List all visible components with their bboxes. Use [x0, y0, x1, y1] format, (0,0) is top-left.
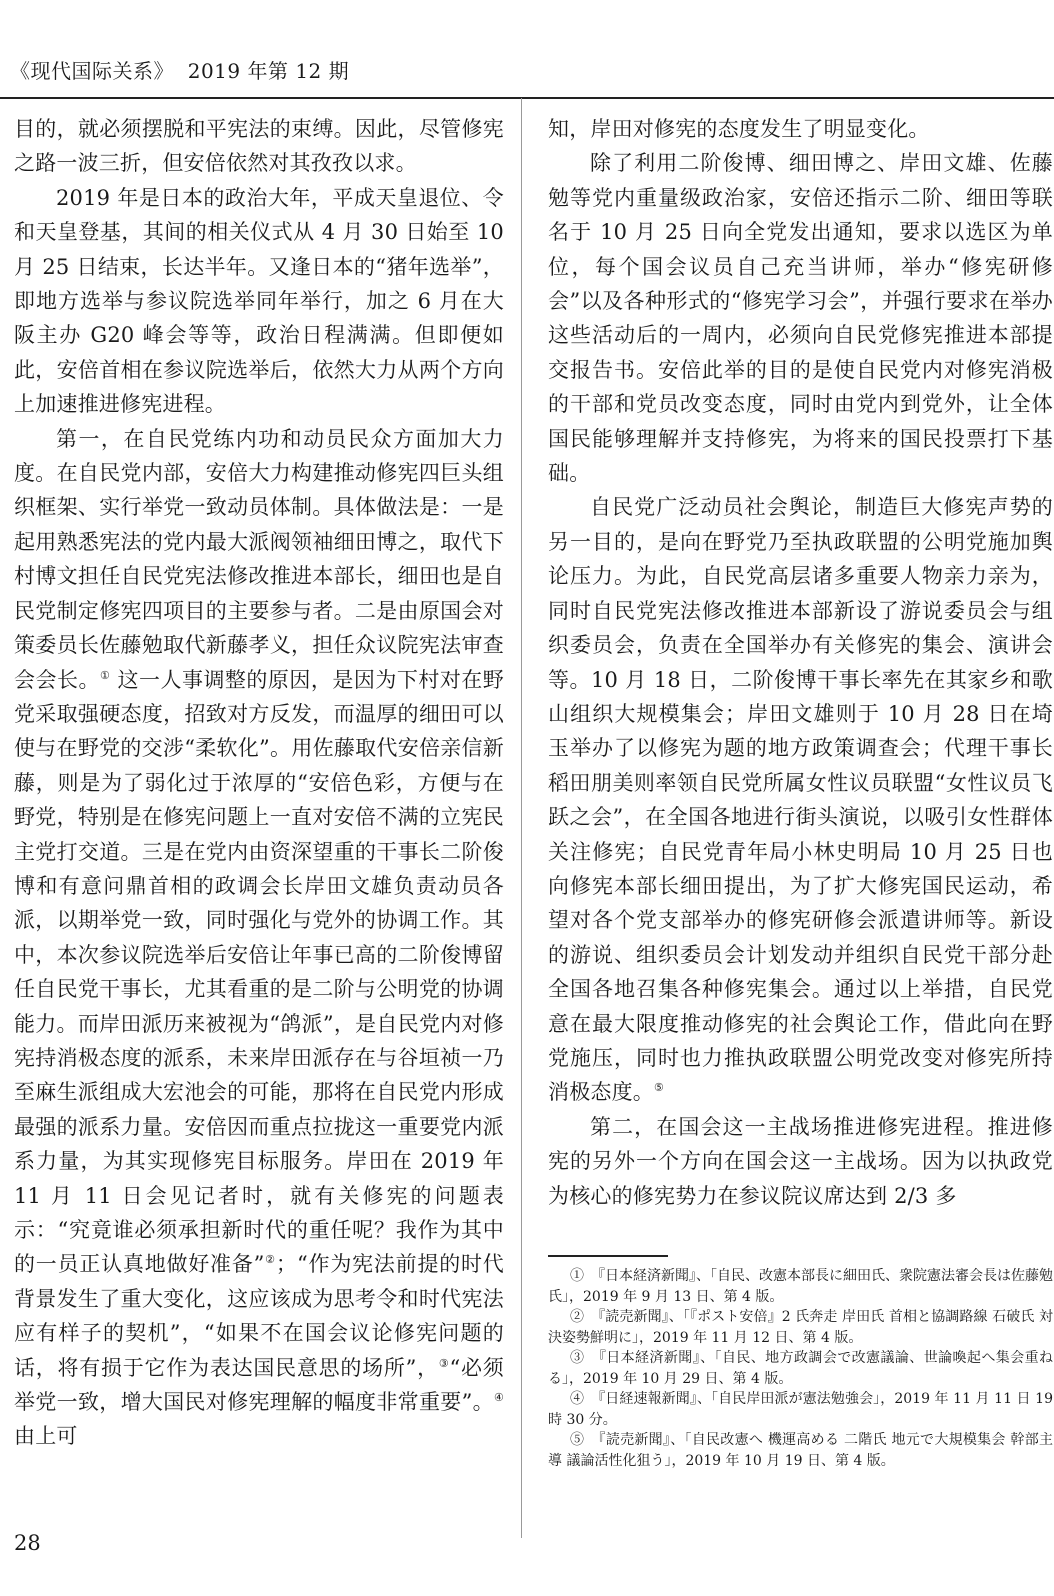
- left-paragraph-3-part-e: 由上可: [14, 1424, 78, 1449]
- footnote-ref-2[interactable]: ②: [264, 1253, 276, 1267]
- header-rule: [0, 97, 1054, 99]
- left-paragraph-3-part-c: ；“作为宪法前提的时代背景发生了重大变化，这应该成为思考令和时代宪法应有样子的契机”，“如果不在国会议论修宪问题的话，将有损于它作为表达国民意思的场所”，: [14, 1252, 505, 1380]
- left-paragraph-3-part-b: 这一人事调整的原因，是因为下村对在野党采取强硬态度，招致对方反发，而温厚的细田可以使与在野党的交涉“柔软化”。用佐藤取代安倍亲信新藤，则是为了弱化过于浓厚的“安倍色彩，方便与在野党，特别是在修宪问题上一直对安倍不满的立宪民主党打交道。三是在党内由资深望重的干事长二阶俊博和有意问鼎首相的政调会长岸田文雄负责动员各派，以期举党一致，同时强化与党外的协调工作。其中，本次参议院选举后安倍让年事已高的二阶俊博留任自民党干事长，尤其看重的是二阶与公明党的协调能力。而岸田派历来被视为“鸽派”，是自民党内对修宪持消极态度的派系，未来岸田派存在与谷垣祯一乃至麻生派组成大宏池会的可能，那将在自民党内形成最强的派系力量。安倍因而重点拉拢这一重要党内派系力量，为其实现修宪目标服务。岸田在 2019 年 11 月 11 日会见记者时，就有关修宪的问题表示：“究竟谁必须承担新时代的重任呢？我作为其中的一员正认真地做好准备”: [14, 667, 504, 1277]
- running-header: [10, 56, 1054, 86]
- right-column: [548, 112, 1053, 1213]
- column-divider: [521, 98, 522, 1538]
- footnote-ref-4[interactable]: ④: [493, 1391, 504, 1405]
- right-paragraph-4: 第二，在国会这一主战场推进修宪进程。推进修宪的另外一个方向在国会这一主战场。因为以执政党为核心的修宪势力在参议院议席达到 2/3 多: [548, 1114, 1053, 1208]
- footnote-4: ④ 『日経速報新聞』、「自民岸田派が憲法勉強会」，2019 年 11 月 11 日 19 時 30 分。: [548, 1391, 1053, 1428]
- left-paragraph-3-part-d: “必须举党一致，增大国民对修宪理解的幅度非常重要”。: [14, 1355, 505, 1415]
- left-paragraph-3-part-a: 第一，在自民党练内功和动员民众方面加大力度。在自民党内部，安倍大力构建推动修宪四巨头组织框架、实行举党一致动员体制。具体做法是：一是起用熟悉宪法的党内最大派阀领袖细田博之，取代下村博文担任自民党宪法修改推进本部长，细田也是自民党制定修宪四项目的主要参与者。二是由原国会对策委员长佐藤勉取代新藤孝义，担任众议院宪法审查会会长。: [14, 426, 504, 692]
- page-number: 28: [14, 1531, 41, 1555]
- right-paragraph-1: 知，岸田对修宪的态度发生了明显变化。: [548, 117, 930, 141]
- issue-label: 2019 年第 12 期: [187, 59, 350, 83]
- footnote-ref-3[interactable]: ③: [438, 1356, 450, 1370]
- footnote-2: ② 『読売新聞』、「『ポスト安倍』2 氏奔走 岸田氏 首相と協調路線 石破氏 対決姿勢鮮明に」，2019 年 11 月 12 日、第 4 版。: [548, 1309, 1053, 1346]
- left-paragraph-2: 2019 年是日本的政治大年，平成天皇退位、令和天皇登基，其间的相关仪式从 4 月 30 日始至 10 月 25 日结束，长达半年。又逢日本的“猪年选举”，即地方选举与参议院选举同年举行，加之 6 月在大阪主办 G20 峰会等等，政治日程满满。但即便如此，安倍首相在参议院选举后，依然大力从两个方向上加速推进修宪进程。: [14, 185, 504, 417]
- footnote-rule: [548, 1255, 668, 1257]
- right-paragraph-2: 除了利用二阶俊博、细田博之、岸田文雄、佐藤勉等党内重量级政治家，安倍还指示二阶、细田等联名于 10 月 25 日向全党发出通知，要求以选区为单位，每个国会议员自己充当讲师，举办“修宪研修会”以及各种形式的“修宪学习会”，并强行要求在举办这些活动后的一周内，必须向自民党修宪推进本部提交报告书。安倍此举的目的是使自民党内对修宪消极的干部和党员改变态度，同时由党内到党外，让全体国民能够理解并支持修宪，为将来的国民投票打下基础。: [548, 151, 1053, 486]
- journal-name: 《现代国际关系》: [10, 59, 174, 83]
- footnote-ref-1[interactable]: ①: [99, 668, 111, 682]
- left-paragraph-3: [14, 422, 504, 1454]
- footnote-3: ③ 『日本経済新聞』、「自民、地方政調会で改憲議論、世論喚起へ集会重ねる」，2019 年 10 月 29 日、第 4 版。: [548, 1350, 1053, 1387]
- left-paragraph-1: 目的，就必须摆脱和平宪法的束缚。因此，尽管修宪之路一波三折，但安倍依然对其孜孜以求。: [14, 117, 504, 176]
- footnote-1: ① 『日本経済新聞』、「自民、改憲本部長に細田氏、衆院憲法審会長は佐藤勉氏」，2019 年 9 月 13 日、第 4 版。: [548, 1268, 1053, 1305]
- footnote-ref-5[interactable]: ⑤: [654, 1081, 665, 1095]
- footnote-5: ⑤ 『読売新聞』、「自民改憲へ 機運高める 二階氏 地元で大規模集会 幹部主導 議論活性化狙う」，2019 年 10 月 19 日、第 4 版。: [548, 1432, 1053, 1469]
- right-paragraph-3-text: 自民党广泛动员社会舆论，制造巨大修宪声势的另一目的，是向在野党乃至执政联盟的公明党施加舆论压力。为此，自民党高层诸多重要人物亲力亲为，同时自民党宪法修改推进本部新设了游说委员会与组织委员会，负责在全国举办有关修宪的集会、演讲会等。10 月 18 日，二阶俊博干事长率先在其家乡和歌山组织大规模集会；岸田文雄则于 10 月 28 日在埼玉举办了以修宪为题的地方政策调查会；代理干事长稻田朋美则率领自民党所属女性议员联盟“女性议员飞跃之会”，在全国各地进行街头演说，以吸引女性群体关注修宪；自民党青年局小林史明局 10 月 25 日也向修宪本部长细田提出，为了扩大修宪国民运动，希望对各个党支部举办的修宪研修会派遣讲师等。新设的游说、组织委员会计划发动并组织自民党干部分赴全国各地召集各种修宪集会。通过以上举措，自民党意在最大限度推动修宪的社会舆论工作，借此向在野党施压，同时也力推执政联盟公明党改变对修宪所持消极态度。: [548, 495, 1053, 1105]
- left-column: [14, 112, 504, 1454]
- right-paragraph-3: [548, 490, 1053, 1109]
- footnotes: [548, 1266, 1053, 1471]
